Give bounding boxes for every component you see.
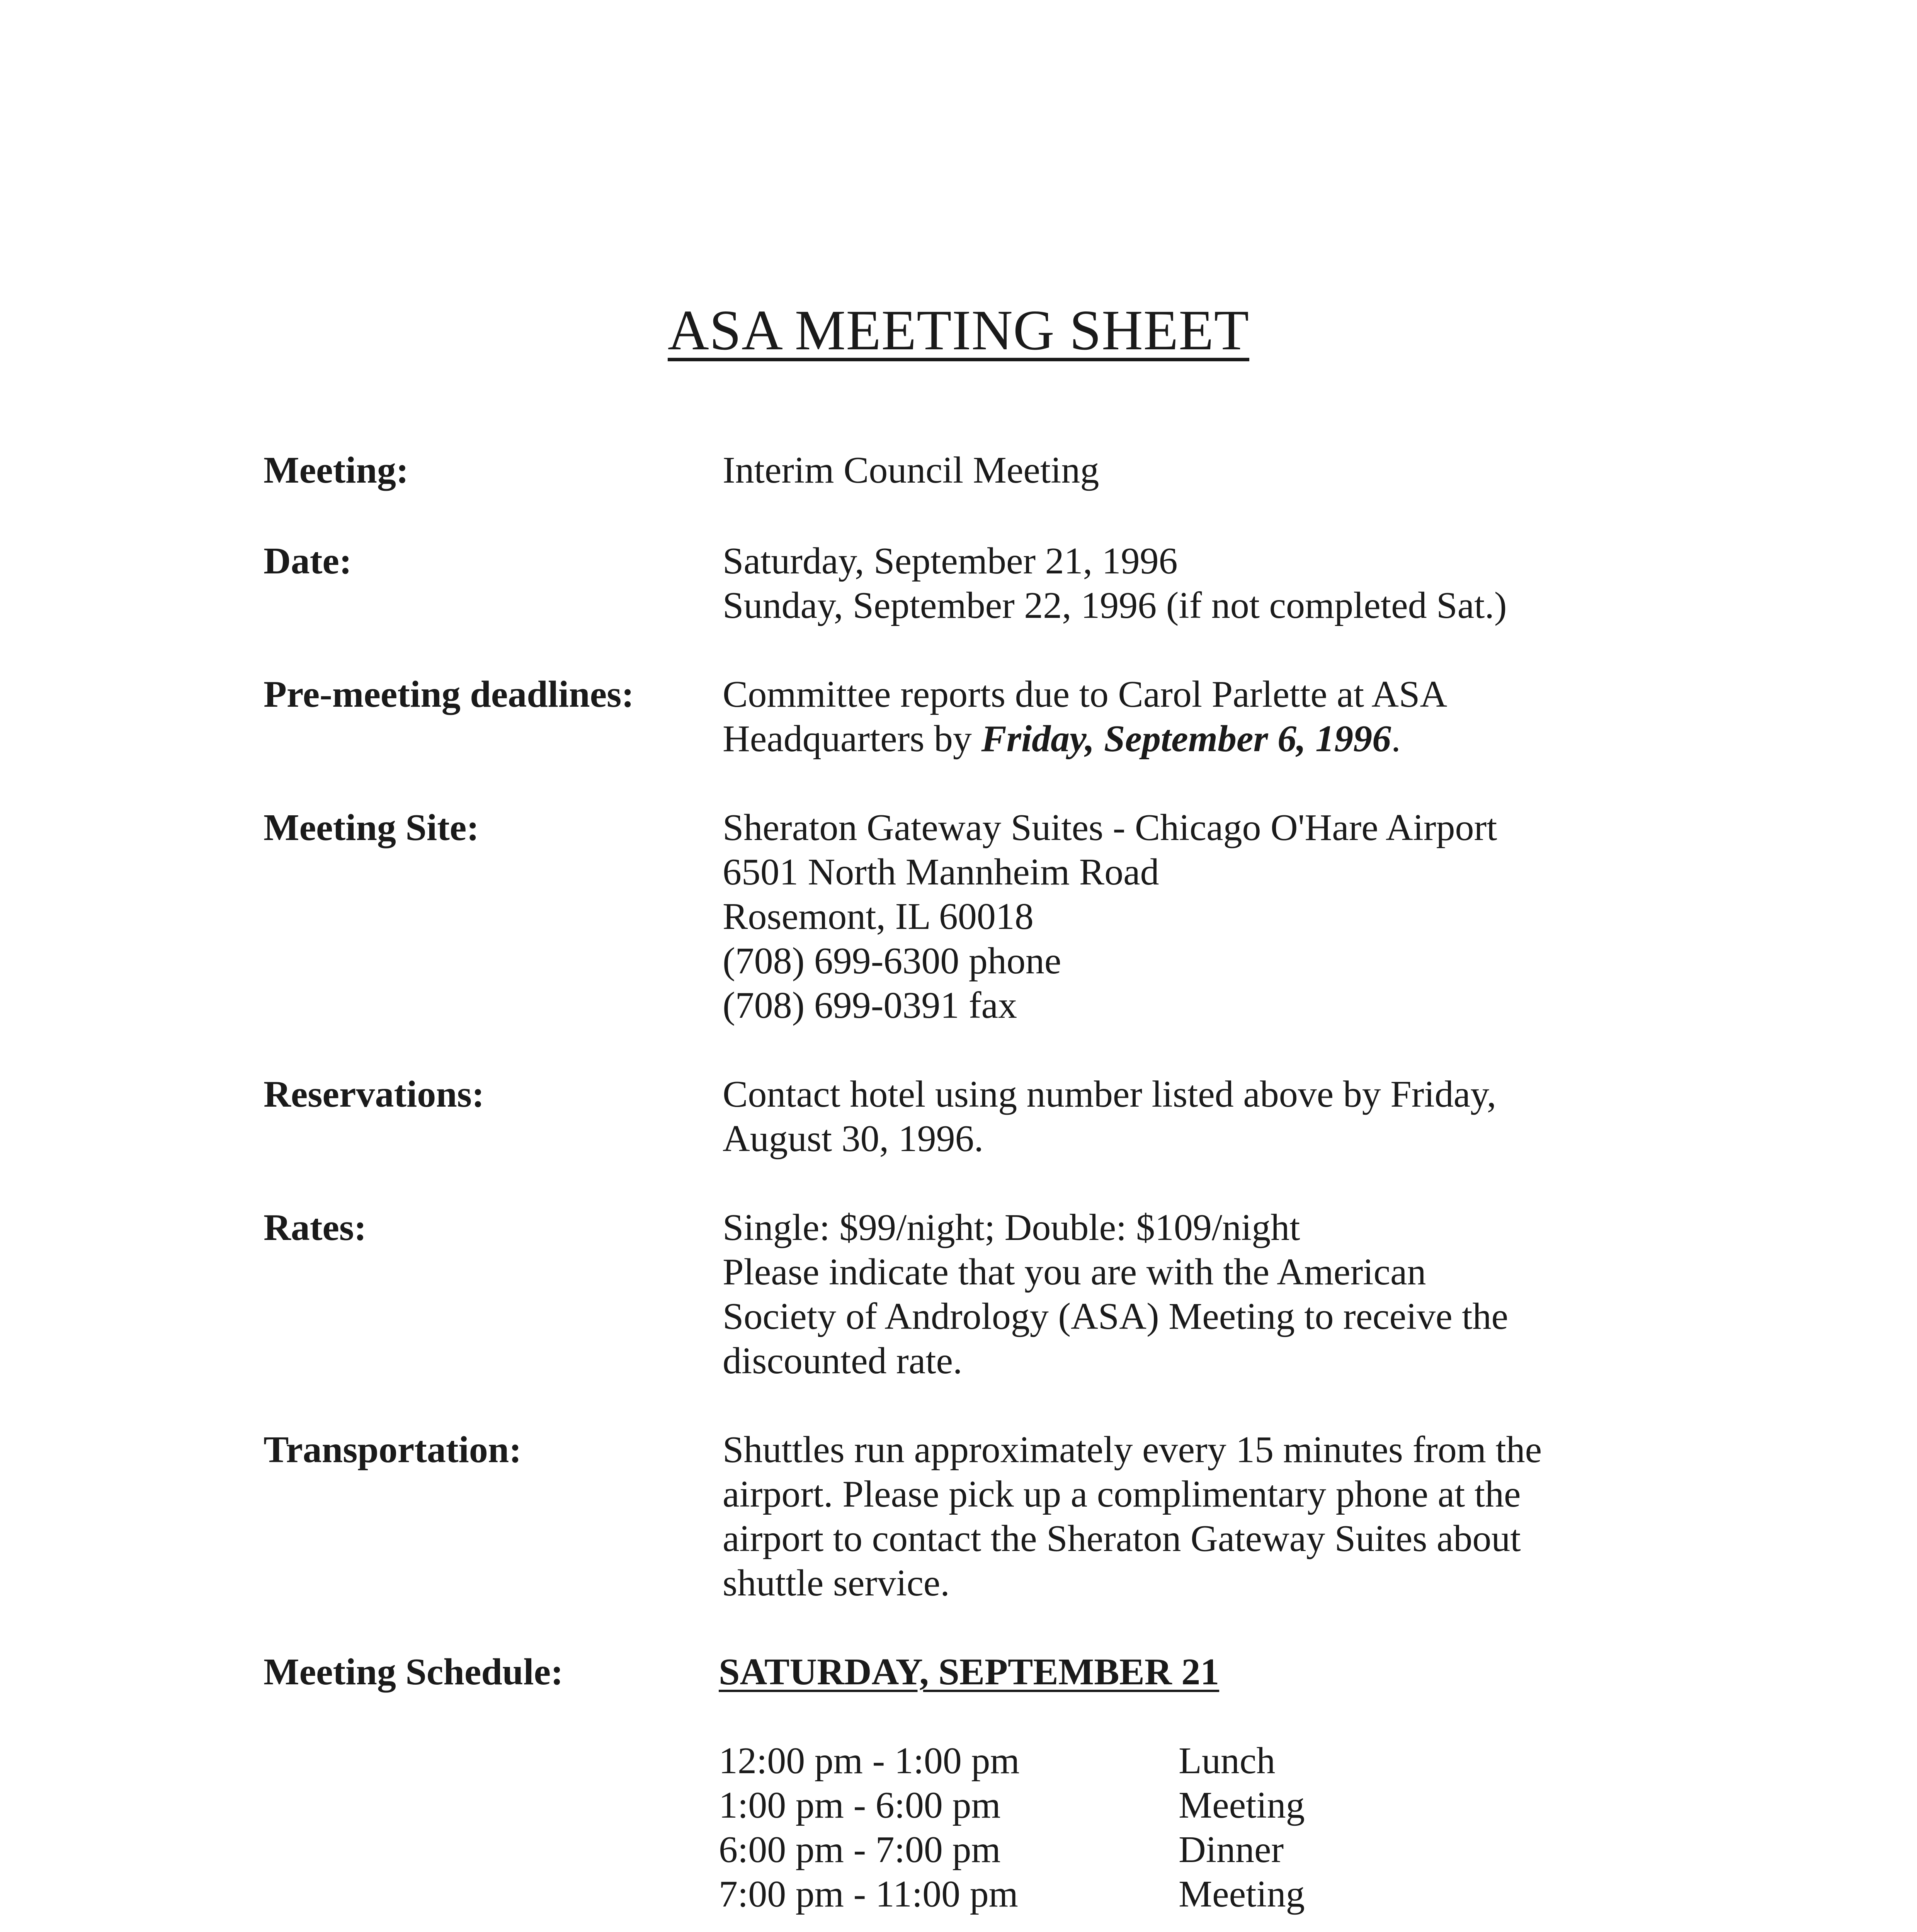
transportation-line-1: Shuttles run approximately every 15 minutes from the bbox=[723, 1429, 1542, 1471]
deadlines-suffix: . bbox=[1391, 718, 1401, 760]
site-city: Rosemont, IL 60018 bbox=[723, 896, 1034, 937]
saturday-heading bbox=[719, 1650, 1219, 1694]
rates-line-2: Please indicate that you are with the American bbox=[723, 1251, 1426, 1293]
deadlines-line-2 bbox=[723, 717, 1766, 761]
reservations-value bbox=[723, 1072, 1766, 1161]
schedule-time: 12:00 pm - 1:00 pm bbox=[719, 1740, 1020, 1782]
date-value bbox=[723, 539, 1766, 628]
meeting-value bbox=[723, 448, 1766, 493]
schedule-activity: Dinner bbox=[1179, 1829, 1284, 1871]
rates-line-3: Society of Andrology (ASA) Meeting to receive the bbox=[723, 1296, 1509, 1337]
site-label: Meeting Site: bbox=[264, 807, 479, 849]
schedule-time: 6:00 pm - 7:00 pm bbox=[719, 1829, 1001, 1871]
deadlines-value bbox=[723, 672, 1766, 761]
rates-label: Rates: bbox=[264, 1207, 367, 1248]
schedule-time: 7:00 pm - 11:00 pm bbox=[719, 1873, 1018, 1915]
transportation-line-4: shuttle service. bbox=[723, 1562, 950, 1604]
site-hotel: Sheraton Gateway Suites - Chicago O'Hare Airport bbox=[723, 807, 1497, 849]
page-title: ASA MEETING SHEET bbox=[667, 299, 1250, 362]
transportation-line-3: airport to contact the Sheraton Gateway Suites about bbox=[723, 1518, 1521, 1560]
meeting-label: Meeting: bbox=[264, 449, 409, 491]
rates-line-4: discounted rate. bbox=[723, 1340, 963, 1382]
date-line-saturday: Saturday, September 21, 1996 bbox=[723, 540, 1178, 582]
schedule-activity: Meeting bbox=[1179, 1873, 1305, 1915]
site-street: 6501 North Mannheim Road bbox=[723, 851, 1159, 893]
schedule-time: 1:00 pm - 6:00 pm bbox=[719, 1784, 1001, 1826]
deadlines-prefix: Headquarters by bbox=[723, 718, 981, 760]
transportation-value bbox=[723, 1428, 1766, 1605]
schedule-label: Meeting Schedule: bbox=[264, 1651, 563, 1693]
reservations-line-2: August 30, 1996. bbox=[723, 1118, 984, 1160]
rates-line-1: Single: $99/night; Double: $109/night bbox=[723, 1207, 1300, 1248]
reservations-line-1: Contact hotel using number listed above by Friday, bbox=[723, 1073, 1497, 1115]
saturday-heading-text: SATURDAY, SEPTEMBER 21 bbox=[719, 1651, 1220, 1693]
deadlines-line-1: Committee reports due to Carol Parlette at ASA bbox=[723, 673, 1448, 715]
schedule-activity: Meeting bbox=[1179, 1784, 1305, 1826]
rates-value bbox=[723, 1206, 1766, 1383]
reservations-label: Reservations: bbox=[264, 1073, 485, 1115]
site-value bbox=[723, 806, 1766, 1028]
date-line-sunday: Sunday, September 22, 1996 (if not completed Sat.) bbox=[723, 585, 1507, 626]
deadline-date: Friday, September 6, 1996 bbox=[981, 718, 1391, 760]
meeting-line: Interim Council Meeting bbox=[723, 449, 1099, 491]
date-label: Date: bbox=[264, 540, 352, 582]
transportation-line-2: airport. Please pick up a complimentary phone at the bbox=[723, 1473, 1521, 1515]
schedule-activity: Lunch bbox=[1179, 1740, 1276, 1782]
site-phone: (708) 699-6300 phone bbox=[723, 940, 1061, 982]
deadlines-label: Pre-meeting deadlines: bbox=[264, 673, 634, 715]
transportation-label: Transportation: bbox=[264, 1429, 522, 1471]
site-fax: (708) 699-0391 fax bbox=[723, 985, 1017, 1026]
